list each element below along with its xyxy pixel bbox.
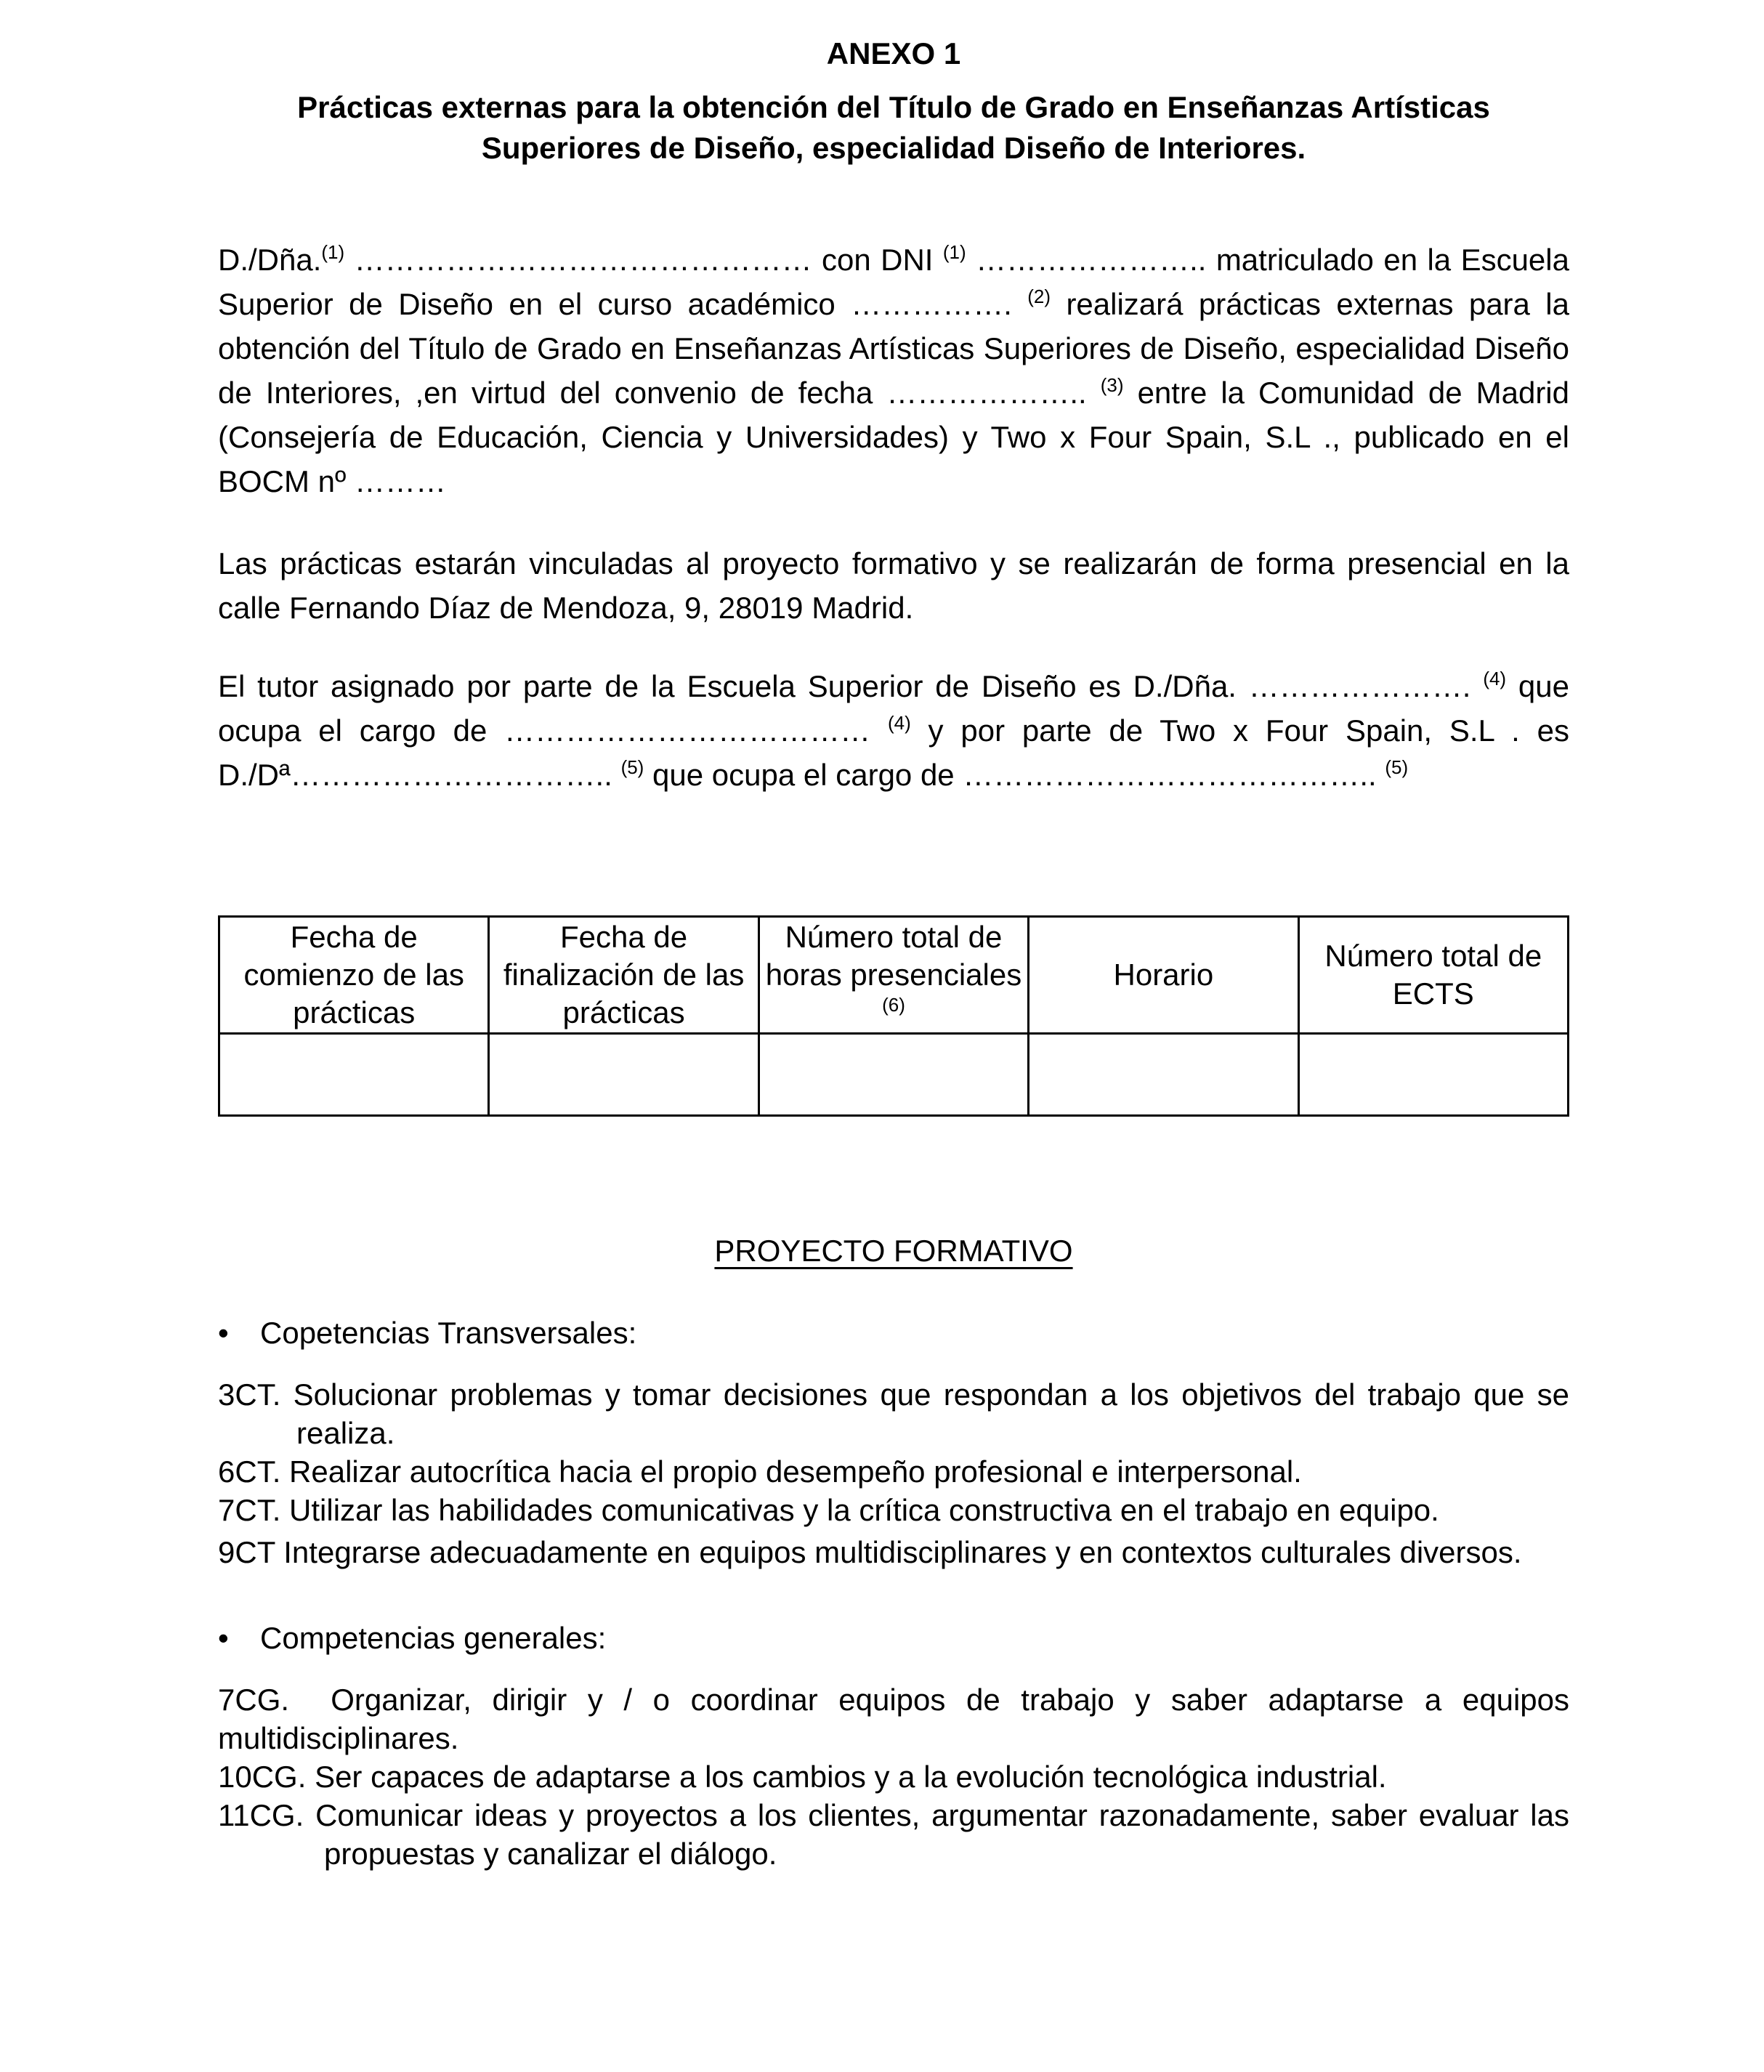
item-text: Comunicar ideas y proyectos a los clientes, argumentar razonadamente, saber evaluar las propuestas y canalizar el diálogo. [315, 1798, 1569, 1871]
list-item [218, 1529, 1569, 1575]
footnote-ref: (1) [321, 241, 345, 263]
cell-total-hours[interactable] [758, 1034, 1028, 1116]
list-item [218, 1796, 1569, 1873]
item-code: 10CG. [218, 1760, 307, 1794]
text-fragment: realizará prácticas externas para la obtención del Título de Grado en Enseñanzas Artísticas Superiores de Diseño, especialidad Diseño de Interiores, ,en virtud del convenio de fecha ……………….. [218, 287, 1569, 410]
item-code: 11CG. [218, 1798, 304, 1832]
document-subtitle [218, 87, 1569, 169]
header-label: Horario [1113, 958, 1214, 992]
header-total-hours [758, 917, 1028, 1034]
subtitle-line-2: Superiores de Diseño, especialidad Diseño de Interiores. [481, 131, 1306, 165]
item-text: Realizar autocrítica hacia el propio desempeño profesional e interpersonal. [289, 1454, 1302, 1489]
text-fragment: que ocupa el cargo de ……………………………… [218, 669, 1569, 748]
item-text: Organizar, dirigir y / o coordinar equipos de trabajo y saber adaptarse a equipos multidisciplinares. [218, 1683, 1569, 1755]
item-code: 6CT. [218, 1454, 281, 1489]
subtitle-line-1: Prácticas externas para la obtención del Título de Grado en Enseñanzas Artísticas [297, 90, 1490, 124]
section-label: Competencias generales: [260, 1621, 607, 1655]
header-end-date [489, 917, 758, 1034]
item-code: 7CG. [218, 1683, 290, 1717]
text-fragment: entre la Comunidad de Madrid (Consejería de Educación, Ciencia y Universidades) y Two x Four Spain, S.L ., publicado en el BOCM nº ……… [218, 376, 1569, 498]
text-fragment: D./Dña. [218, 243, 322, 277]
cell-total-ects[interactable] [1298, 1034, 1568, 1116]
item-text: Solucionar problemas y tomar decisiones que respondan a los objetivos del trabajo que se realiza. [293, 1377, 1570, 1450]
table-header-row [219, 917, 1569, 1034]
practice-schedule-table [218, 915, 1569, 1117]
table-row [219, 1034, 1569, 1116]
footnote-ref: (5) [620, 756, 644, 778]
proyecto-formativo-heading [218, 1231, 1569, 1271]
list-item [218, 1757, 1569, 1796]
footnote-ref: (1) [942, 241, 966, 263]
section-label: Copetencias Transversales: [260, 1316, 637, 1350]
item-text: Utilizar las habilidades comunicativas y la crítica constructiva en el trabajo en equipo. [289, 1493, 1439, 1527]
item-text: Ser capaces de adaptarse a los cambios y a la evolución tecnológica industrial. [315, 1760, 1387, 1794]
footnote-ref: (5) [1385, 756, 1409, 778]
annex-title: ANEXO 1 [826, 36, 961, 70]
header-schedule [1029, 917, 1298, 1034]
transversal-competencies-label [218, 1313, 636, 1353]
tutor-paragraph [218, 664, 1569, 797]
header-label: Fecha de comienzo de las prácticas [243, 920, 464, 1029]
footnote-ref: (4) [1483, 668, 1507, 689]
footnote-ref: (4) [887, 712, 911, 734]
header-label: Fecha de finalización de las prácticas [503, 920, 745, 1029]
footnote-ref: (2) [1027, 286, 1051, 307]
text-fragment: El tutor asignado por parte de la Escuela Superior de Diseño es D./Dña. …………………. [218, 669, 1484, 703]
header-total-ects [1298, 917, 1568, 1034]
bullet-icon: • [218, 1316, 229, 1350]
text-fragment: ……………………………………… con DNI [344, 243, 943, 277]
text-fragment: ………………….. matriculado en la Escuela Superior de Diseño en el curso académico ……………. [218, 243, 1569, 321]
item-text: Integrarse adecuadamente en equipos multidisciplinares y en contextos culturales diversos. [283, 1535, 1522, 1569]
text-fragment: que ocupa el cargo de ………………………………….. [644, 758, 1385, 792]
list-item [218, 1491, 1569, 1529]
location-paragraph: Las prácticas estarán vinculadas al proyecto formativo y se realizarán de forma presencial en la calle Fernando Díaz de Mendoza, 9, 28019 Madrid. [218, 546, 1569, 625]
general-competencies-list [218, 1680, 1569, 1873]
header-label: Número total de ECTS [1324, 939, 1542, 1011]
footnote-ref: (3) [1100, 374, 1124, 396]
list-item [218, 1680, 1569, 1757]
item-code: 3CT. [218, 1377, 281, 1412]
heading-text: PROYECTO FORMATIVO [714, 1234, 1073, 1268]
item-code: 9CT [218, 1535, 275, 1569]
list-item [218, 1375, 1569, 1452]
cell-schedule[interactable] [1029, 1034, 1298, 1116]
transversal-competencies-list [218, 1375, 1569, 1575]
bullet-icon: • [218, 1621, 229, 1655]
footnote-ref: (6) [882, 994, 905, 1016]
list-item [218, 1452, 1569, 1491]
text-fragment: y por parte de Two x Four Spain, S.L . es D./Dª………………………….. [218, 713, 1570, 792]
student-paragraph [218, 238, 1569, 503]
item-code: 7CT. [218, 1493, 281, 1527]
header-start-date [219, 917, 489, 1034]
header-label: Número total de horas presenciales [765, 920, 1022, 992]
cell-end-date[interactable] [489, 1034, 758, 1116]
general-competencies-label [218, 1618, 606, 1659]
cell-start-date[interactable] [219, 1034, 489, 1116]
